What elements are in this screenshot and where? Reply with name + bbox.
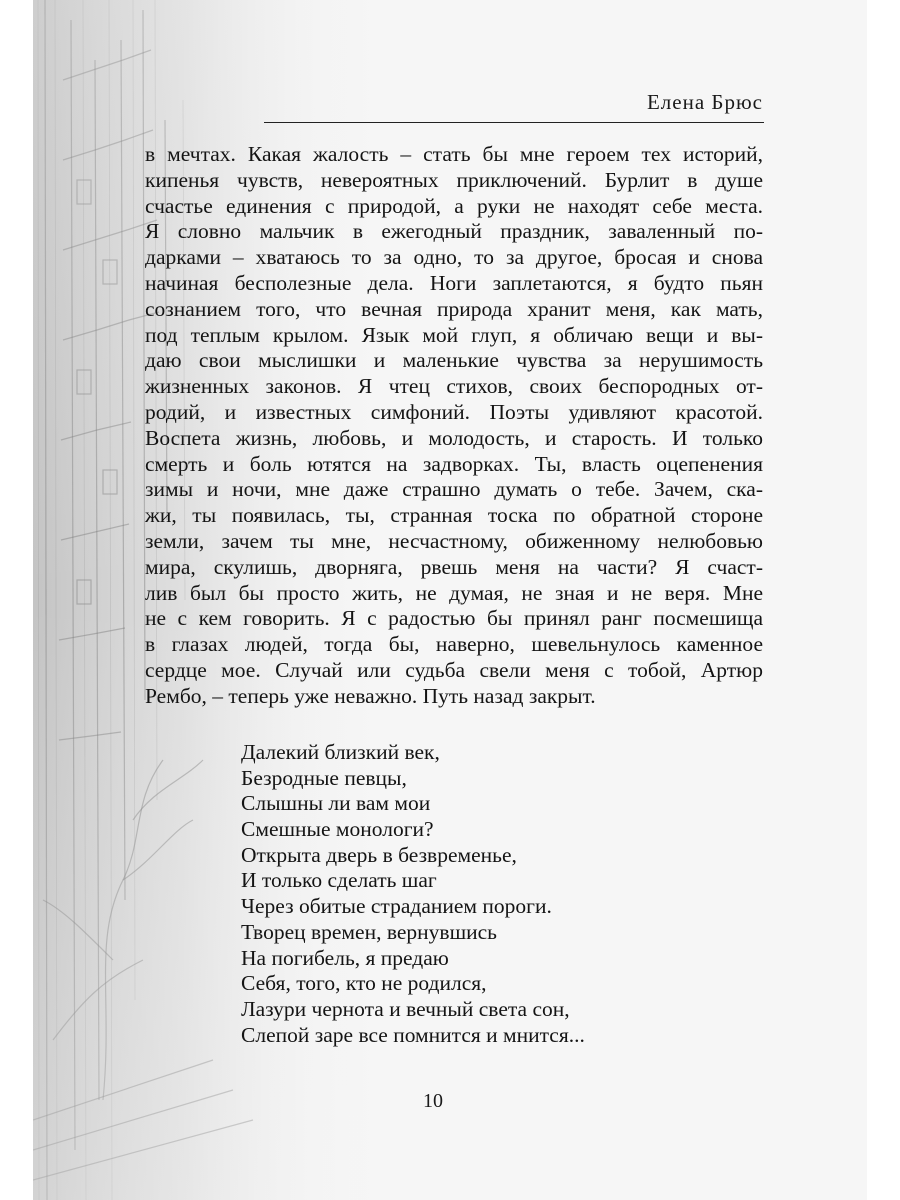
prose-line: зимы и ночи, мне даже страшно думать о тебе. Зачем, ска- bbox=[145, 477, 763, 502]
poem-line: Творец времен, вернувшись bbox=[241, 919, 497, 944]
prose-line: счастье единения с природой, а руки не находят себе места. bbox=[145, 193, 763, 218]
poem-line: На погибель, я предаю bbox=[241, 945, 449, 970]
prose-line: родий, и известных симфоний. Поэты удивляют красотой. bbox=[145, 399, 763, 424]
poem-line: Лазури чернота и вечный света сон, bbox=[241, 996, 570, 1021]
header-divider bbox=[264, 122, 764, 123]
poem-stanza bbox=[241, 740, 585, 1048]
prose-line-last: Рембо, – теперь уже неважно. Путь назад закрыт. bbox=[145, 683, 596, 708]
prose-line: не с кем говорить. Я с радостью бы принял ранг посмешища bbox=[145, 606, 763, 631]
poem-line: Далекий близкий век, bbox=[241, 740, 440, 764]
prose-line: Я словно мальчик в ежегодный праздник, заваленный по- bbox=[145, 219, 763, 244]
poem-line: Безродные певцы, bbox=[241, 765, 407, 790]
prose-line: дарками – хватаюсь то за одно, то за другое, бросая и снова bbox=[145, 245, 763, 270]
prose-line: лив был бы просто жить, не думая, не зная и не веря. Мне bbox=[145, 580, 763, 605]
poem-line: Слышны ли вам мои bbox=[241, 791, 431, 816]
prose-line: в мечтах. Какая жалость – стать бы мне героем тех историй, bbox=[145, 142, 763, 166]
page-number: 10 bbox=[423, 1090, 443, 1112]
prose-line: жизненных законов. Я чтец стихов, своих беспородных от- bbox=[145, 374, 763, 399]
prose-line: даю свои мыслишки и маленькие чувства за нерушимость bbox=[145, 348, 763, 373]
poem-line: Себя, того, кто не родился, bbox=[241, 971, 487, 996]
poem-line: Слепой заре все помнится и мнится... bbox=[241, 1022, 585, 1047]
book-page bbox=[33, 0, 867, 1200]
poem-line: И только сделать шаг bbox=[241, 868, 437, 893]
prose-line: мира, скулишь, дворняга, рвешь меня на части? Я счаст- bbox=[145, 554, 763, 579]
prose-line: Воспета жизнь, любовь, и молодость, и старость. И только bbox=[145, 425, 763, 450]
prose-paragraph bbox=[145, 142, 763, 710]
prose-line: кипенья чувств, невероятных приключений. Бурлит в душе bbox=[145, 167, 763, 192]
prose-line: сердце мое. Случай или судьба свели меня с тобой, Артюр bbox=[145, 657, 763, 682]
prose-line: земли, зачем ты мне, несчастному, обиженному нелюбовью bbox=[145, 528, 763, 553]
prose-line: в глазах людей, тогда бы, наверно, шевельнулось каменное bbox=[145, 632, 763, 657]
prose-line: под теплым крылом. Язык мой глуп, я обличаю вещи и вы- bbox=[145, 322, 763, 347]
running-header-author: Елена Брюс bbox=[646, 90, 763, 114]
prose-line: начиная бесполезные дела. Ноги заплетаются, я будто пьян bbox=[145, 270, 763, 295]
poem-line: Смешные монологи? bbox=[241, 817, 434, 842]
poem-line: Через обитые страданием пороги. bbox=[241, 894, 552, 919]
prose-line: сознанием того, что вечная природа хранит меня, как мать, bbox=[145, 296, 763, 321]
prose-line: смерть и боль ютятся на задворках. Ты, власть оцепенения bbox=[145, 451, 763, 476]
prose-line: жи, ты появилась, ты, странная тоска по обратной стороне bbox=[145, 503, 763, 528]
poem-line: Открыта дверь в безвременье, bbox=[241, 842, 517, 867]
